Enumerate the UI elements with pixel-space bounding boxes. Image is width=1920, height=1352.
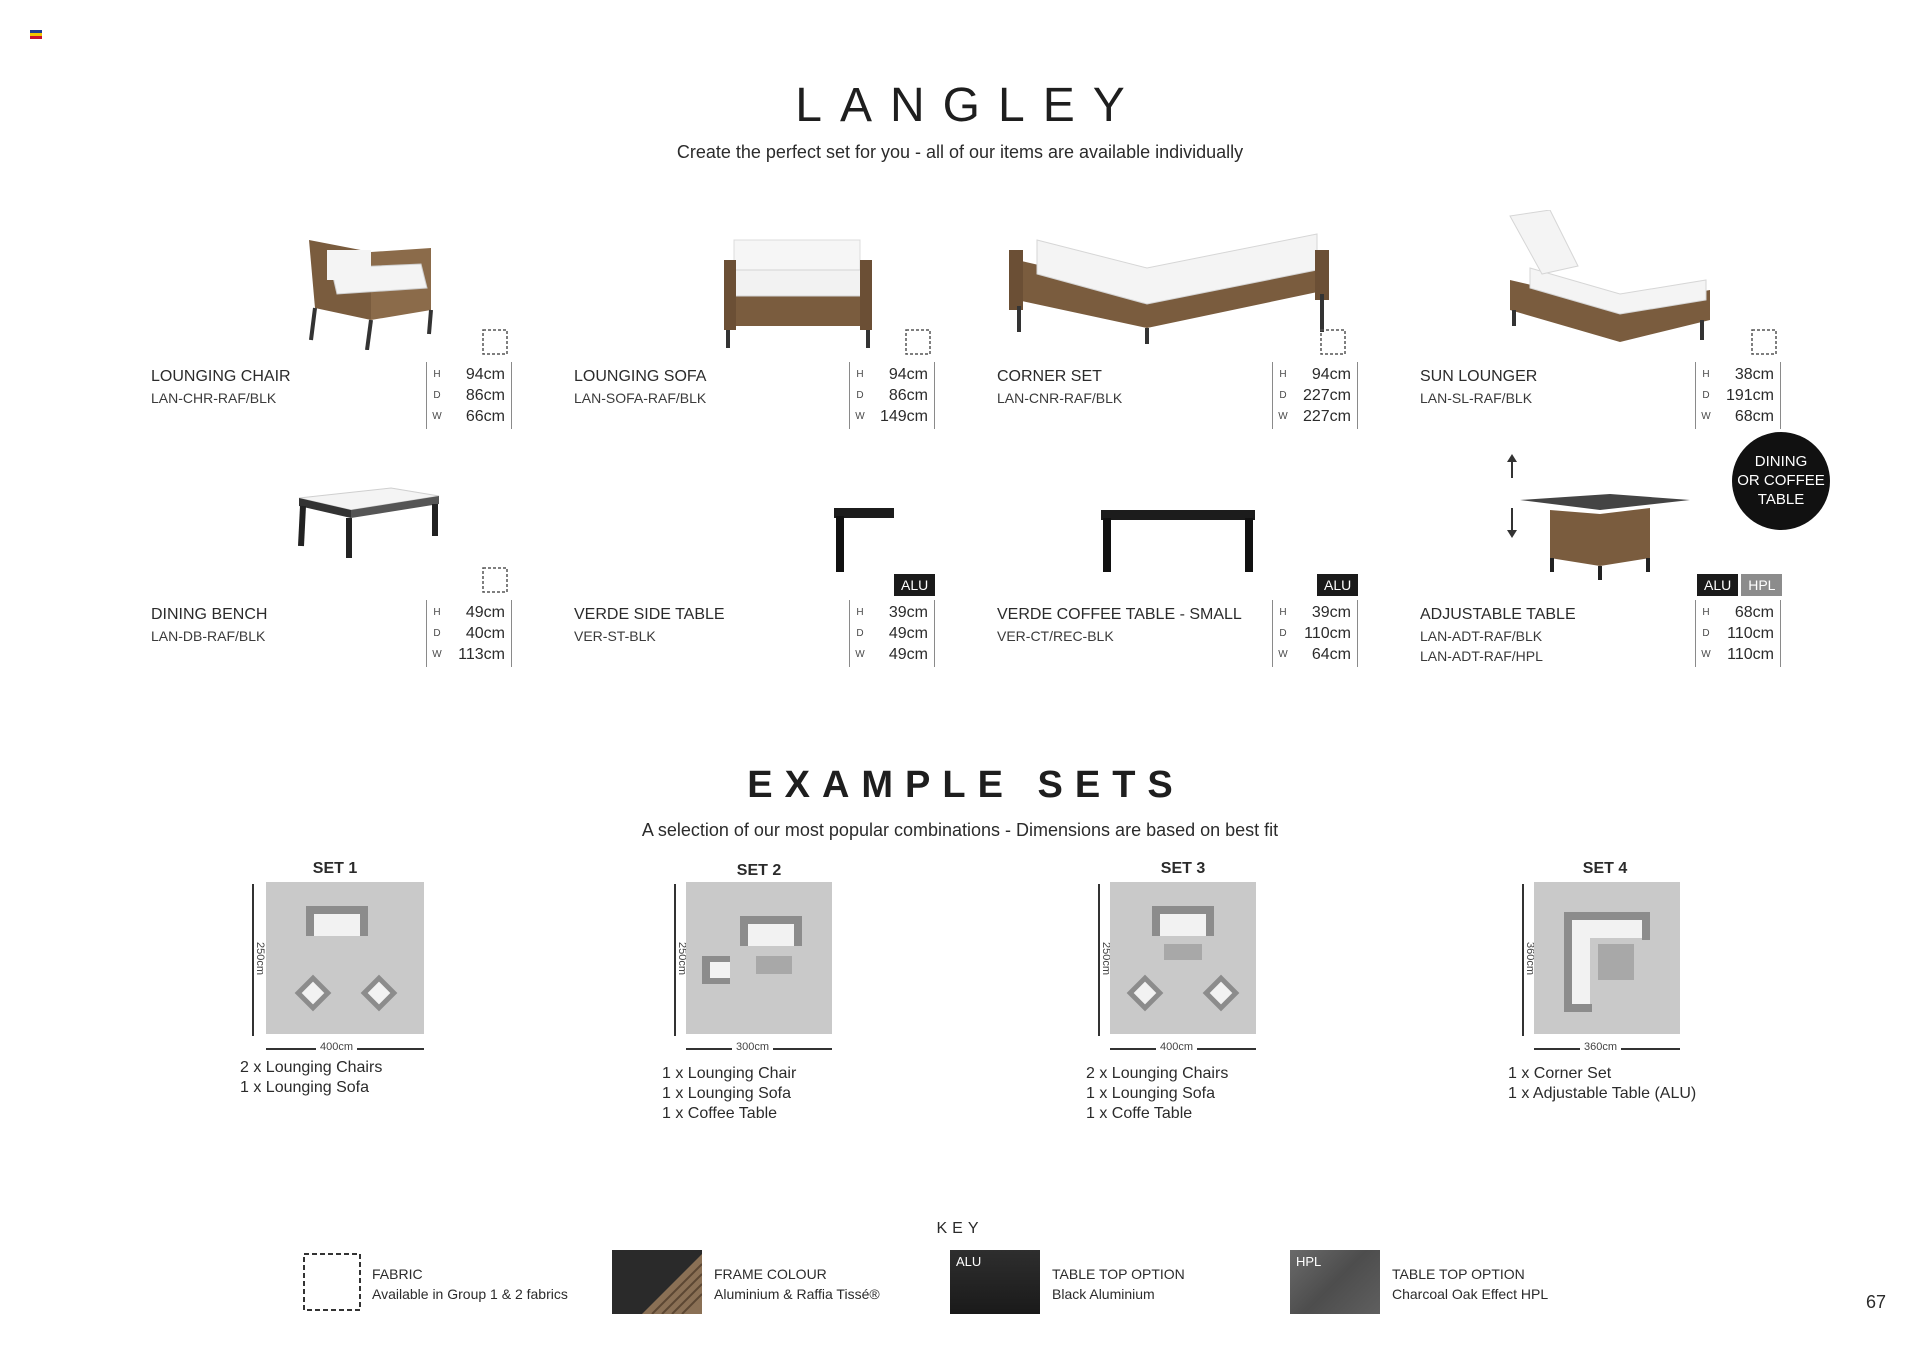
- product-verde-side-table: [574, 448, 974, 678]
- key-label: TABLE TOP OPTION: [1392, 1266, 1525, 1282]
- dimensions-table: [1695, 600, 1781, 667]
- alu-tag: ALU: [956, 1254, 982, 1269]
- dim-label-w: W: [1278, 649, 1288, 660]
- lounging-chair-image: [271, 210, 471, 350]
- dim-label-d: D: [433, 390, 441, 401]
- product-code: VER-ST-BLK: [574, 628, 656, 644]
- dim-label-h: H: [1702, 607, 1710, 618]
- dim-label-h: H: [433, 369, 441, 380]
- set-4-floorplan: [1534, 882, 1680, 1034]
- adjustable-table-image: [1490, 448, 1710, 588]
- alu-badge: ALU: [1317, 574, 1358, 596]
- key-description: Charcoal Oak Effect HPL: [1392, 1286, 1549, 1302]
- set-item: 1 x Corner Set: [1508, 1065, 1612, 1082]
- hpl-badge: HPL: [1741, 574, 1782, 596]
- set-contents: [1086, 1064, 1228, 1124]
- dim-depth: 110cm: [1304, 624, 1351, 642]
- dim-height: 49cm: [465, 603, 505, 621]
- dim-label-d: D: [1279, 628, 1287, 639]
- fabric-icon: [1319, 328, 1347, 356]
- key-description: Black Aluminium: [1052, 1286, 1155, 1302]
- dimensions-table: [1695, 362, 1781, 429]
- dim-label-w: W: [855, 649, 865, 660]
- product-sun-lounger: [1420, 210, 1820, 440]
- key-label: FRAME COLOUR: [714, 1266, 827, 1282]
- product-code: LAN-ADT-RAF/BLK: [1420, 628, 1543, 644]
- set-contents: [1508, 1064, 1696, 1104]
- set-contents: [240, 1058, 382, 1098]
- page-number: 67: [1865, 1292, 1886, 1312]
- product-name: VERDE COFFEE TABLE - SMALL: [997, 606, 1242, 623]
- product-code: LAN-ADT-RAF/HPL: [1420, 648, 1543, 664]
- dim-label-d: D: [856, 628, 864, 639]
- product-name: LOUNGING SOFA: [574, 368, 707, 385]
- dim-width: 110cm: [1727, 645, 1774, 663]
- alu-badge: ALU: [1697, 574, 1738, 596]
- fabric-icon: [300, 1250, 364, 1314]
- dim-label-h: H: [433, 607, 441, 618]
- product-dining-bench: [151, 448, 551, 678]
- example-set-4: [1460, 860, 1760, 1140]
- dim-height: 38cm: [1734, 365, 1774, 383]
- alu-badge: ALU: [894, 574, 935, 596]
- dining-or-coffee-table-badge: [1732, 432, 1830, 530]
- dim-width: 66cm: [465, 407, 505, 425]
- black-aluminium-swatch: [950, 1250, 1040, 1314]
- dim-label-h: H: [1279, 369, 1287, 380]
- dim-width: 49cm: [888, 645, 928, 663]
- dim-label-h: H: [856, 607, 864, 618]
- set-item: 1 x Lounging Sofa: [662, 1085, 791, 1102]
- dimensions-table: [426, 362, 512, 429]
- flag-icon: [30, 30, 42, 40]
- dim-height: 94cm: [888, 365, 928, 383]
- product-name: ADJUSTABLE TABLE: [1420, 606, 1576, 623]
- example-sets-subtitle: A selection of our most popular combinations - Dimensions are based on best fit: [641, 820, 1279, 840]
- set-3-floorplan: [1110, 882, 1256, 1034]
- dim-label-w: W: [1701, 649, 1711, 660]
- dim-label-h: H: [856, 369, 864, 380]
- dim-label-w: W: [855, 411, 865, 422]
- set-1-floorplan: [266, 882, 424, 1034]
- width-label: 300cm: [732, 1041, 773, 1053]
- corner-set-image: [997, 210, 1337, 350]
- dim-label-w: W: [432, 411, 442, 422]
- dim-width: 64cm: [1311, 645, 1351, 663]
- key-label: FABRIC: [372, 1266, 423, 1282]
- dim-label-d: D: [1279, 390, 1287, 401]
- page-title: LANGLEY: [795, 79, 1143, 132]
- charcoal-hpl-swatch: [1290, 1250, 1380, 1314]
- badge-line: DINING: [1754, 453, 1808, 470]
- product-name: SUN LOUNGER: [1420, 368, 1538, 385]
- product-lounging-sofa: [574, 210, 974, 440]
- dimensions-table: [849, 362, 935, 429]
- depth-label: 360cm: [1524, 942, 1536, 976]
- width-label: 400cm: [1156, 1041, 1197, 1053]
- set-title: SET 2: [736, 862, 782, 879]
- set-item: 1 x Adjustable Table (ALU): [1508, 1085, 1697, 1102]
- product-corner-set: [997, 210, 1397, 440]
- set-title: SET 3: [1160, 860, 1206, 877]
- dim-width: 113cm: [458, 645, 505, 663]
- width-label: 360cm: [1580, 1041, 1621, 1053]
- set-item: 2 x Lounging Chairs: [240, 1059, 383, 1076]
- badge-group: [1697, 574, 1782, 596]
- dimensions-table: [849, 600, 935, 667]
- product-name: VERDE SIDE TABLE: [574, 606, 725, 623]
- example-set-3: [1038, 860, 1338, 1140]
- dim-height: 94cm: [465, 365, 505, 383]
- set-contents: [662, 1064, 796, 1124]
- fabric-icon: [904, 328, 932, 356]
- set-item: 1 x Lounging Chair: [662, 1065, 797, 1082]
- badge-line: TABLE: [1757, 491, 1805, 508]
- product-code: LAN-DB-RAF/BLK: [151, 628, 266, 644]
- verde-side-table-image: [694, 448, 894, 588]
- dim-width: 68cm: [1734, 407, 1774, 425]
- dimensions-table: [1272, 362, 1358, 429]
- badge-group: [894, 574, 935, 596]
- dim-label-w: W: [1701, 411, 1711, 422]
- dim-height: 94cm: [1311, 365, 1351, 383]
- dim-height: 39cm: [1311, 603, 1351, 621]
- verde-coffee-table-image: [1087, 448, 1287, 588]
- product-verde-coffee-table: [997, 448, 1397, 678]
- dim-depth: 49cm: [888, 624, 928, 642]
- key-description: Available in Group 1 & 2 fabrics: [372, 1286, 568, 1302]
- depth-label: 250cm: [1100, 942, 1112, 976]
- product-name: DINING BENCH: [151, 606, 268, 623]
- product-code-list: [1420, 626, 1543, 666]
- example-set-2: [614, 860, 914, 1140]
- product-code: LAN-SL-RAF/BLK: [1420, 390, 1533, 406]
- set-item: 1 x Coffee Table: [662, 1105, 778, 1122]
- fabric-icon: [481, 328, 509, 356]
- dim-width: 227cm: [1302, 407, 1351, 425]
- dim-label-w: W: [1278, 411, 1288, 422]
- dimensions-table: [1272, 600, 1358, 667]
- fabric-icon: [1750, 328, 1778, 356]
- hpl-tag: HPL: [1296, 1254, 1322, 1269]
- width-label: 400cm: [316, 1041, 357, 1053]
- product-name: LOUNGING CHAIR: [151, 368, 291, 385]
- frame-raffia-swatch: [612, 1250, 702, 1314]
- dim-depth: 110cm: [1727, 624, 1774, 642]
- set-item: 1 x Coffe Table: [1086, 1105, 1193, 1122]
- dining-bench-image: [271, 448, 471, 588]
- badge-group: [1317, 574, 1358, 596]
- product-code: LAN-CHR-RAF/BLK: [151, 390, 277, 406]
- product-code: LAN-SOFA-RAF/BLK: [574, 390, 707, 406]
- key-label: TABLE TOP OPTION: [1052, 1266, 1185, 1282]
- dim-depth: 40cm: [465, 624, 505, 642]
- example-sets-title: EXAMPLE SETS: [747, 764, 1185, 806]
- dim-depth: 227cm: [1302, 386, 1351, 404]
- example-set-1: [190, 860, 490, 1140]
- set-item: 1 x Lounging Sofa: [1086, 1085, 1215, 1102]
- depth-label: 250cm: [254, 942, 266, 976]
- dim-label-w: W: [432, 649, 442, 660]
- set-title: SET 1: [312, 860, 358, 877]
- dim-depth: 191cm: [1725, 386, 1774, 404]
- dim-label-d: D: [433, 628, 441, 639]
- key-description: Aluminium & Raffia Tissé®: [714, 1286, 880, 1302]
- dim-label-d: D: [856, 390, 864, 401]
- lounging-sofa-image: [694, 210, 894, 350]
- badge-line: OR COFFEE: [1737, 472, 1825, 489]
- key-title: KEY: [936, 1220, 984, 1237]
- dimensions-table: [426, 600, 512, 667]
- set-2-floorplan: [686, 882, 832, 1034]
- set-title: SET 4: [1582, 860, 1628, 877]
- product-lounging-chair: [151, 210, 551, 440]
- dim-label-d: D: [1702, 628, 1710, 639]
- fabric-icon: [481, 566, 509, 594]
- product-code: VER-CT/REC-BLK: [997, 628, 1114, 644]
- dim-label-h: H: [1702, 369, 1710, 380]
- product-name: CORNER SET: [997, 368, 1102, 385]
- dim-height: 39cm: [888, 603, 928, 621]
- dim-label-d: D: [1702, 390, 1710, 401]
- set-item: 2 x Lounging Chairs: [1086, 1065, 1229, 1082]
- dim-width: 149cm: [879, 407, 928, 425]
- dim-depth: 86cm: [888, 386, 928, 404]
- set-item: 1 x Lounging Sofa: [240, 1079, 369, 1096]
- product-code: LAN-CNR-RAF/BLK: [997, 390, 1123, 406]
- sun-lounger-image: [1490, 210, 1730, 350]
- dim-label-h: H: [1279, 607, 1287, 618]
- depth-label: 250cm: [676, 942, 688, 976]
- page-subtitle: Create the perfect set for you - all of our items are available individually: [676, 142, 1244, 162]
- dim-height: 68cm: [1734, 603, 1774, 621]
- dim-depth: 86cm: [465, 386, 505, 404]
